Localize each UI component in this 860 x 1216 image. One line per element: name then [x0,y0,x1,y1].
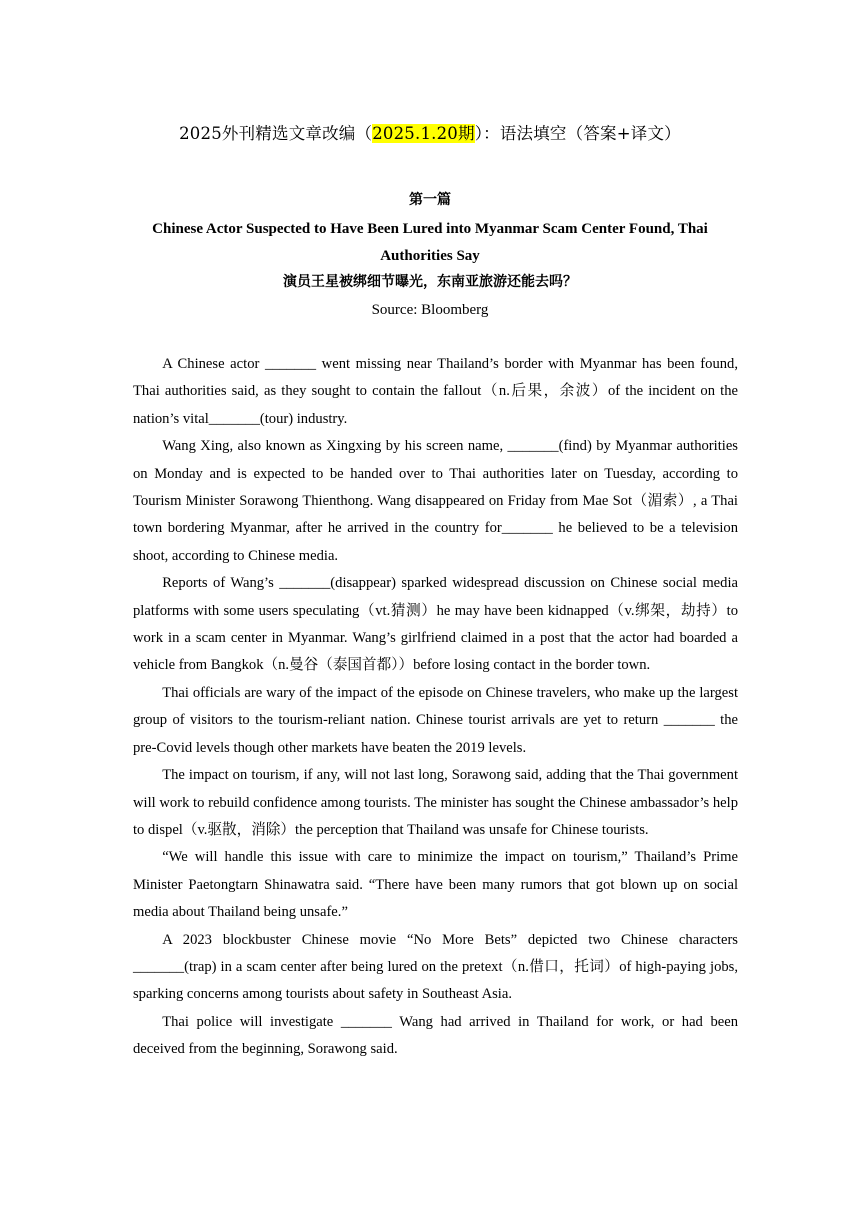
article-source: Source: Bloomberg [371,302,489,318]
article-body [133,351,738,1064]
paragraph-6: “We will handle this issue with care to minimize the impact on tourism,” Thailand’s Prime Minister Paetongtarn Shinawatra said. “There have been many rumors that got blown up on social media about Thailand being unsafe.” [133,849,738,921]
paragraph-3: Reports of Wang’s _______(disappear) sparked widespread discussion on Chinese social media platforms with some users speculating（vt.猜测）he may have been kidnapped（v.绑架，劫持）to work in a scam center in Myanmar. Wang’s girlfriend claimed in a post that the actor had boarded a vehicle from Bangkok（n.曼谷（泰国首都））before losing contact in the border town. [133,575,738,674]
title-suffix: ）：语法填空（答案+译文） [474,124,681,143]
paragraph-8: Thai police will investigate _______ Wang had arrived in Thailand for work, or had been deceived from the beginning, Sorawong said. [133,1013,738,1058]
paragraph-4: Thai officials are wary of the impact of the episode on Chinese travelers, who make up the largest group of visitors to the tourism-reliant nation. Chinese tourist arrivals are yet to return _______ the pre-Covid levels though other markets have beaten the 2019 levels. [133,684,738,756]
title-date-highlight: 2025.1.20期 [372,124,475,143]
paragraph-1: A Chinese actor _______ went missing near Thailand’s border with Myanmar has been found, Thai authorities said, as they sought to contain the fallout（n.后果，余波）of the incident on the nation’s vital_______(tour) industry. [133,356,738,427]
document-title [0,122,860,146]
paragraph-7: A 2023 blockbuster Chinese movie “No More Bets” depicted two Chinese characters _______(trap) in a scam center after being lured on the pretext（n.借口，托词）of high-paying jobs, sparking concerns among tourists about safety in Southeast Asia. [133,931,738,1003]
paragraph-2: Wang Xing, also known as Xingxing by his screen name, _______(find) by Myanmar authorities on Monday and is expected to be handed over to Thai authorities later on Tuesday, according to Tourism Minister Sorawong Thienthong. Wang disappeared on Friday from Mae Sot（湄索）, a Thai town bordering Myanmar, after he arrived in the country for_______ he believed to be a television shoot, according to Chinese media. [133,438,738,564]
title-prefix: 2025外刊精选文章改编（ [179,124,373,143]
article-title-en: Chinese Actor Suspected to Have Been Lured into Myanmar Scam Center Found, Thai Authorities Say [152,221,708,264]
article-title-cn: 演员王星被绑细节曝光，东南亚旅游还能去吗？ [283,274,577,290]
paragraph-5: The impact on tourism, if any, will not last long, Sorawong said, adding that the Thai government will work to rebuild confidence among tourists. The minister has sought the Chinese ambassador’s help to dispel（v.驱散，消除）the perception that Thailand was unsafe for Chinese tourists. [133,767,738,838]
section-label: 第一篇 [409,192,451,208]
